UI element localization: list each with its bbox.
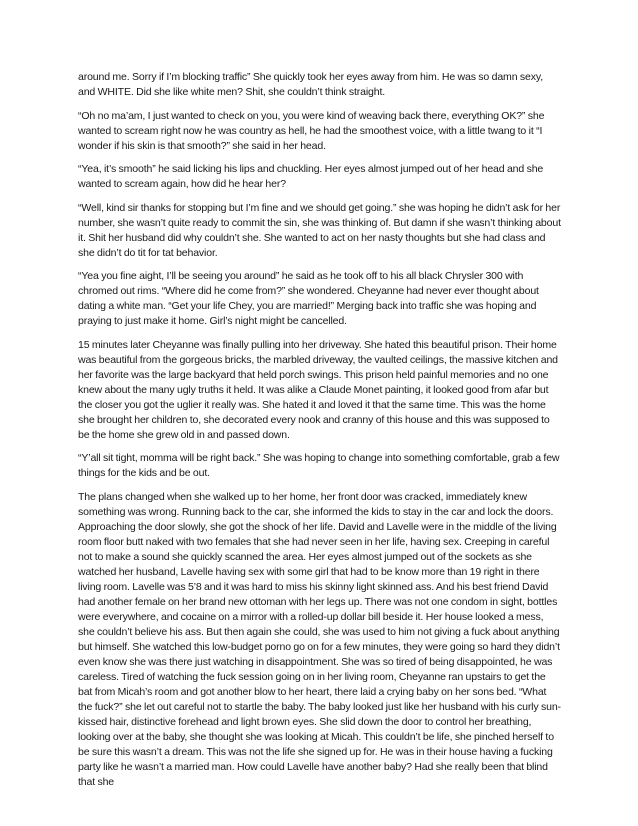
paragraph-6: 15 minutes later Cheyanne was finally pulling into her driveway. She hated this beautiful prison. Their home was beautiful from the gorgeous bricks, the marbled driveway, the vaulted ceilings, the massive kitchen and her favorite was the large backyard that held porch swings. This prison held painful memories and no one knew about the many ugly truths it held. It was alike a Claude Monet painting, it looked good from afar but the closer you got the uglier it really was. She hated it and loved it that the same time. This was the home she brought her children to, she decorated every nook and cranny of this house and this was supposed to be the home she grew old in and passed down.	[78, 338, 558, 441]
paragraph-8: The plans changed when she walked up to her home, her front door was cracked, immediately knew something was wrong. Running back to the car, she informed the kids to stay in the car and lock the doors. Approaching the door slowly, she got the shock of her life. David and Lavelle were in the middle of the living room floor butt naked with two females that she had never seen in her life, having sex. Creeping in careful not to make a sound she quickly scanned the area. Her eyes almost jumped out of the sockets as she watched her husband, Lavelle having sex with some girl that had to be know more than 19 right in there living room. Lavelle was 5’8 and it was hard to miss his skinny light skinned ass. And his best friend David had another female on her brand new ottoman with her legs up. There was not one condom in sight, bottles were everywhere, and cocaine on a mirror with a rolled-up dollar bill beside it. Her house looked a mess, she couldn’t believe his ass. But then again she could, she was used to him not giving a fuck about anything but himself. She watched this low-budget porno go on for a few minutes, they were going so hard they didn’t even know she was there just watching in disappointment. She was so tired of being disappointed, he was careless. Tired of watching the fuck session going on in her living room, Cheyanne ran upstairs to get the bat from Micah’s room and got another blow to her heart, there laid a crying baby on her sons bed. “What the fuck?” she let out careful not to startle the baby. The baby looked just like her husband with his curly sun-kissed hair, distinctive forehead and light brown eyes. She slid down the door to control her breathing, looking over at the baby, she thought she was looking at Micah. This couldn’t be life, she pinched herself to be sure this wasn’t a dream. This was not the life she signed up for. He was in their house having a fucking party like he wasn’t a married man. How could Lavelle have another baby? Had she really been that blind that she	[78, 490, 561, 788]
paragraph-7: “Y’all sit tight, momma will be right back.” She was hoping to change into something comfortable, grab a few things for the kids and be out.	[78, 452, 560, 479]
paragraph-4: “Well, kind sir thanks for stopping but I’m fine and we should get going.” she was hoping he didn’t ask for her number, she wasn’t quite ready to commit the sin, she was thinking of. But damn if she wasn’t thinking about it. Shit her husband did why couldn’t she. She wanted to act on her nasty thoughts but she had class and she didn’t do tit for tat behavior.	[78, 201, 561, 259]
paragraph-5: “Yea you fine aight, I’ll be seeing you around” he said as he took off to his all black Chrysler 300 with chromed out rims. “Where did he come from?” she wondered. Cheyanne had never ever thought about dating a white man. “Get your life Chey, you are married!” Merging back into traffic she was hoping and praying to just make it home. Girl’s night might be cancelled.	[78, 270, 539, 327]
paragraph-1: around me. Sorry if I’m blocking traffic” She quickly took her eyes away from him. He was so damn sexy, and WHITE. Did she like white men? Shit, she couldn’t think straight.	[78, 71, 543, 98]
paragraph-2: “Oh no ma’am, I just wanted to check on you, you were kind of weaving back there, everything OK?” she wanted to scream right now he was country as hell, he had the smoothest voice, with a little twang to it “I wonder if his skin is that smooth?” she said in her head.	[78, 109, 545, 152]
paragraph-3: “Yea, it’s smooth” he said licking his lips and chuckling. Her eyes almost jumped out of her head and she wanted to scream again, how did he hear her?	[78, 163, 544, 190]
